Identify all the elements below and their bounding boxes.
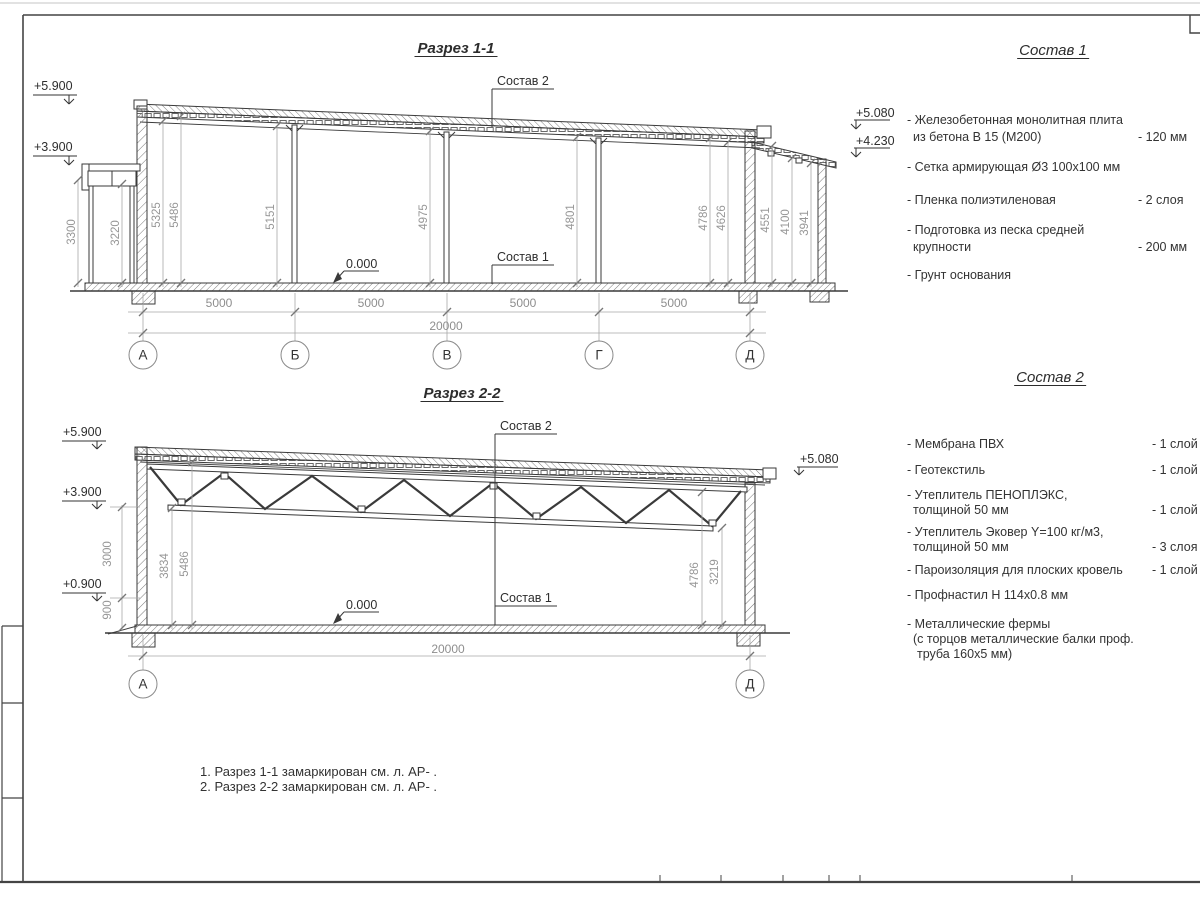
layer-callout-sostav1: Состав 1 [500,591,552,605]
list-item: - Утеплитель Эковер Y=100 кг/м3, [907,525,1104,539]
axis-label: А [138,347,148,363]
dim-total: 20000 [431,642,465,656]
dim-value: 900 [102,600,114,620]
elevation-label: +5.900 [63,425,102,439]
elevation-label: +0.900 [63,577,102,591]
list-item: крупности [913,240,972,254]
dim-value: 5486 [179,551,191,577]
layer-callout-sostav1: Состав 1 [497,250,549,264]
dim-value: 3220 [110,220,122,246]
elevation-label: +5.080 [856,106,895,120]
layer-callout-sostav2: Состав 2 [497,74,549,88]
dim-value: 4801 [565,204,577,230]
axis-label: А [138,676,148,692]
axis-bubbles-s2 [129,670,764,698]
dim-value: 3834 [159,553,171,579]
list-item-value: - 1 слой [1152,503,1198,517]
zero-level-label: 0.000 [346,257,378,271]
list-item: - Утеплитель ПЕНОПЛЭКС, [907,488,1068,502]
axis-label: В [442,347,452,363]
list-item-value: - 3 слоя [1152,540,1198,554]
note-line: 1. Разрез 1-1 замаркирован см. л. АР- . [200,764,438,779]
dim-value: 4975 [418,204,430,230]
layer-callout-sostav2: Состав 2 [500,419,552,433]
elevation-label: +5.080 [800,452,839,466]
list-item: из бетона В 15 (М200) [913,130,1042,144]
list-item: труба 160х5 мм) [917,647,1013,661]
section-2-2-building [105,434,790,647]
list-item-value: - 1 слой [1152,463,1198,477]
dim-value: 3300 [66,219,78,245]
dim-value: 5151 [265,204,277,230]
list-item: - Подготовка из песка средней [907,223,1085,237]
zero-level-label: 0.000 [346,598,378,612]
dim-total: 20000 [429,319,463,333]
list-item: - Грунт основания [907,268,1012,282]
dim-value: 5325 [151,202,163,228]
elevation-label: +3.900 [34,140,73,154]
dim-value: 4626 [716,205,728,231]
dim-value: 3941 [799,210,811,236]
axis-label: Б [290,347,300,363]
section-2-2-title: Разрез 2-2 [420,387,503,402]
sostav2-title: Состав 2 [1016,369,1084,386]
list-item-value: - 2 слоя [1138,193,1184,207]
dim-value: 5000 [205,296,233,310]
dim-value: 5000 [357,296,385,310]
list-item: - Мембрана ПВХ [907,437,1005,451]
list-item-value: - 1 слой [1152,563,1198,577]
section-2-2-dims [110,458,766,698]
list-item: - Металлические фермы [907,617,1051,631]
section-1-1-title: Разрез 1-1 [414,42,497,57]
axis-label: Г [595,347,603,363]
list-item: (с торцов металлические балки проф. [913,632,1134,646]
dim-value: 5000 [660,296,688,310]
dim-value: 5486 [169,202,181,228]
axis-label: Д [745,676,755,692]
note-line: 2. Разрез 2-2 замаркирован см. л. АР- . [200,779,438,794]
list-item-value: - 200 мм [1138,240,1188,254]
list-item: - Профнастил Н 114х0.8 мм [907,588,1069,602]
list-item: - Сетка армирующая Ø3 100х100 мм [907,160,1121,174]
list-item: - Пароизоляция для плоских кровель [907,563,1123,577]
elevation-label: +4.230 [856,134,895,148]
list-item: толщиной 50 мм [913,503,1009,517]
dim-value: 4786 [689,562,701,588]
elevation-label: +5.900 [34,79,73,93]
section-1-1-building [70,89,848,304]
list-item: - Железобетонная монолитная плита [907,113,1123,127]
dim-value: 3219 [709,559,721,585]
dim-value: 3000 [102,541,114,567]
list-item-value: - 1 слой [1152,437,1198,451]
list-item: толщиной 50 мм [913,540,1009,554]
dim-value: 4786 [698,205,710,231]
list-item: - Пленка полиэтиленовая [907,193,1056,207]
elevation-label: +3.900 [63,485,102,499]
dim-value: 4100 [780,209,792,235]
list-item: - Геотекстиль [907,463,986,477]
dim-value: 5000 [509,296,537,310]
dim-value: 4551 [760,207,772,233]
list-item-value: - 120 мм [1138,130,1188,144]
axis-label: Д [745,347,755,363]
sostav1-title: Состав 1 [1019,42,1087,59]
